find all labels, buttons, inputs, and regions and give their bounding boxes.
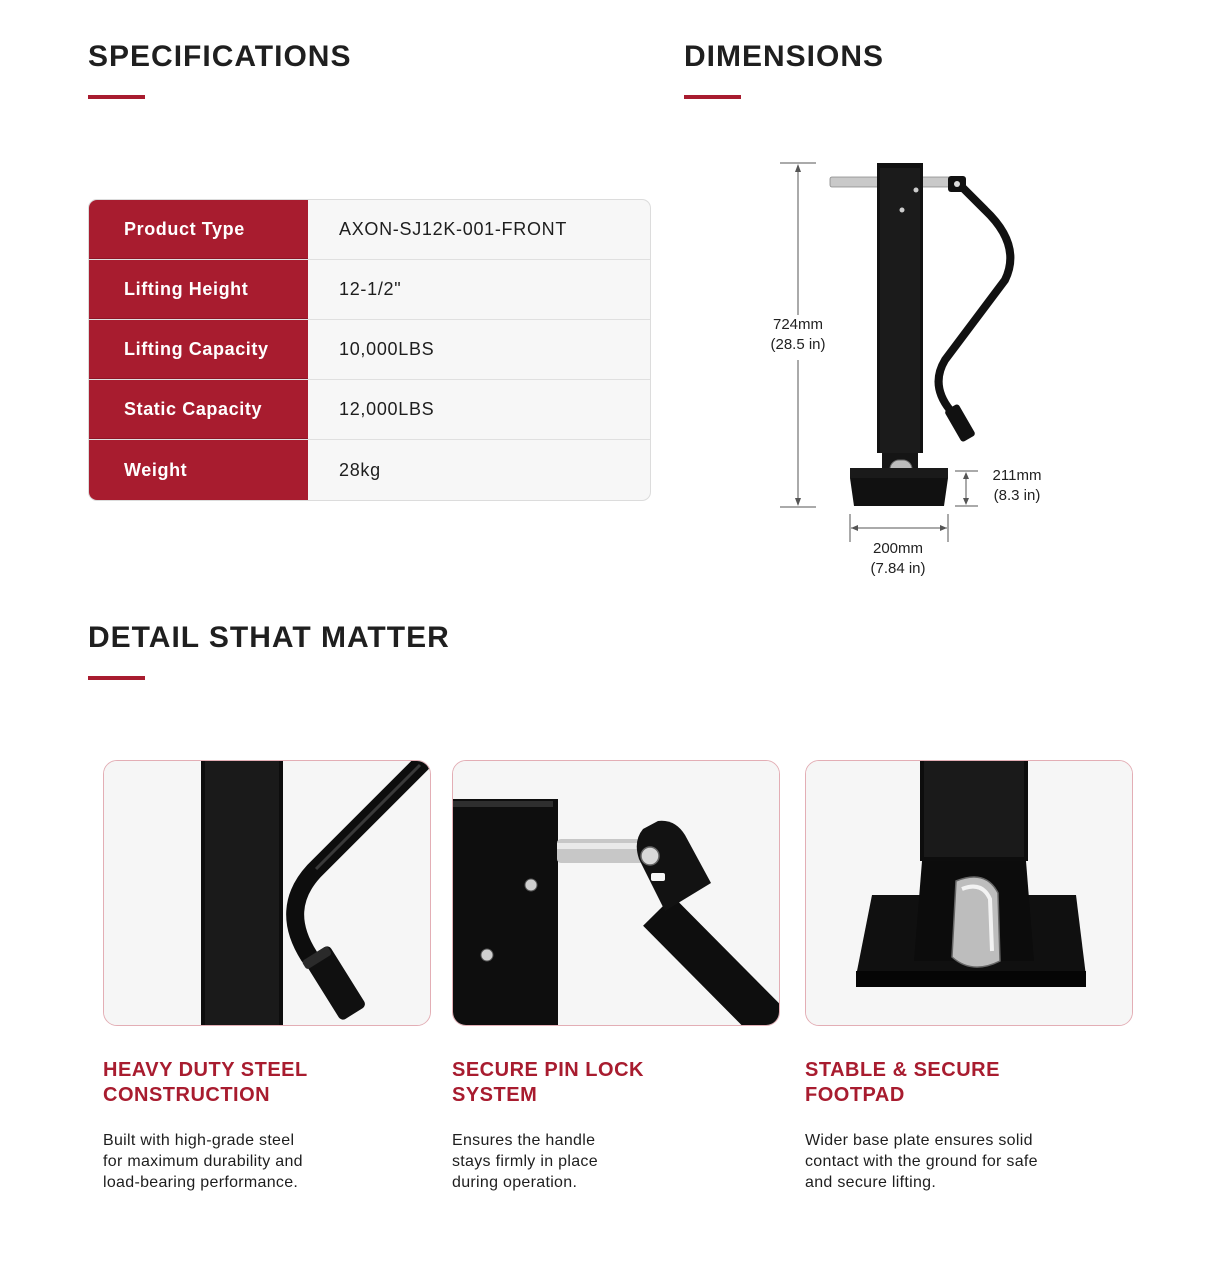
feature-desc-line: and secure lifting.	[805, 1174, 937, 1191]
base-width-dimension-label	[858, 539, 938, 579]
feature-desc-line: Wider base plate ensures solid	[805, 1132, 1033, 1149]
feature-image-footpad	[805, 760, 1133, 1026]
specifications-heading: SPECIFICATIONS	[88, 40, 352, 73]
feature-desc-line: for maximum durability and	[103, 1153, 303, 1170]
feature-title-line: CONSTRUCTION	[103, 1084, 271, 1106]
feature-image-pin-lock	[452, 760, 780, 1026]
spec-value: AXON-SJ12K-001-FRONT	[339, 219, 568, 239]
feature-image-steel-construction	[103, 760, 431, 1026]
jack-dimension-drawing	[760, 150, 1090, 590]
spec-row-product-type	[89, 200, 650, 260]
spec-label: Product Type	[89, 200, 308, 259]
spec-row-weight	[89, 440, 650, 500]
spec-row-lifting-capacity	[89, 320, 650, 380]
foot-height-in: (8.3 in)	[993, 487, 1041, 504]
footpad-photo	[806, 761, 1133, 1026]
feature-title-line: HEAVY DUTY STEEL	[103, 1059, 308, 1081]
feature-desc-line: Ensures the handle	[452, 1132, 596, 1149]
feature-desc-line: stays firmly in place	[452, 1153, 598, 1170]
feature-desc-line: during operation.	[452, 1174, 578, 1191]
dimensions-heading: DIMENSIONS	[684, 40, 885, 73]
feature-desc-footpad	[805, 1130, 1095, 1193]
dimensions-underline	[684, 95, 741, 99]
feature-title-footpad	[805, 1058, 1125, 1108]
spec-row-static-capacity	[89, 380, 650, 440]
feature-desc-pin-lock	[452, 1130, 692, 1193]
spec-label: Lifting Capacity	[89, 320, 308, 379]
pin-lock-photo	[453, 761, 780, 1026]
feature-title-line: SECURE PIN LOCK	[452, 1059, 644, 1081]
spec-value: 12-1/2"	[339, 279, 402, 299]
height-in: (28.5 in)	[770, 336, 826, 353]
spec-label: Weight	[89, 440, 308, 500]
steel-tube-photo	[104, 761, 431, 1026]
base-width-mm: 200mm	[872, 540, 924, 557]
feature-desc-line: load-bearing performance.	[103, 1174, 299, 1191]
spec-value: 10,000LBS	[339, 339, 435, 359]
specifications-underline	[88, 95, 145, 99]
details-heading: DETAIL STHAT MATTER	[88, 621, 450, 654]
height-dimension-label	[758, 315, 838, 355]
feature-title-steel-construction	[103, 1058, 423, 1108]
feature-title-line: FOOTPAD	[805, 1084, 905, 1106]
details-underline	[88, 676, 145, 680]
feature-title-line: STABLE & SECURE	[805, 1059, 1000, 1081]
spec-label: Static Capacity	[89, 380, 308, 439]
feature-title-line: SYSTEM	[452, 1084, 538, 1106]
feature-desc-line: Built with high-grade steel	[103, 1132, 295, 1149]
spec-row-lifting-height	[89, 260, 650, 320]
spec-label: Lifting Height	[89, 260, 308, 319]
base-width-in: (7.84 in)	[870, 560, 926, 577]
foot-height-dimension-label	[980, 466, 1054, 506]
feature-desc-steel-construction	[103, 1130, 343, 1193]
spec-value: 28kg	[339, 459, 381, 480]
height-mm: 724mm	[772, 316, 824, 333]
feature-title-pin-lock	[452, 1058, 772, 1108]
spec-value: 12,000LBS	[339, 399, 435, 419]
specifications-table	[88, 199, 651, 501]
foot-height-mm: 211mm	[992, 467, 1042, 484]
feature-desc-line: contact with the ground for safe	[805, 1153, 1038, 1170]
